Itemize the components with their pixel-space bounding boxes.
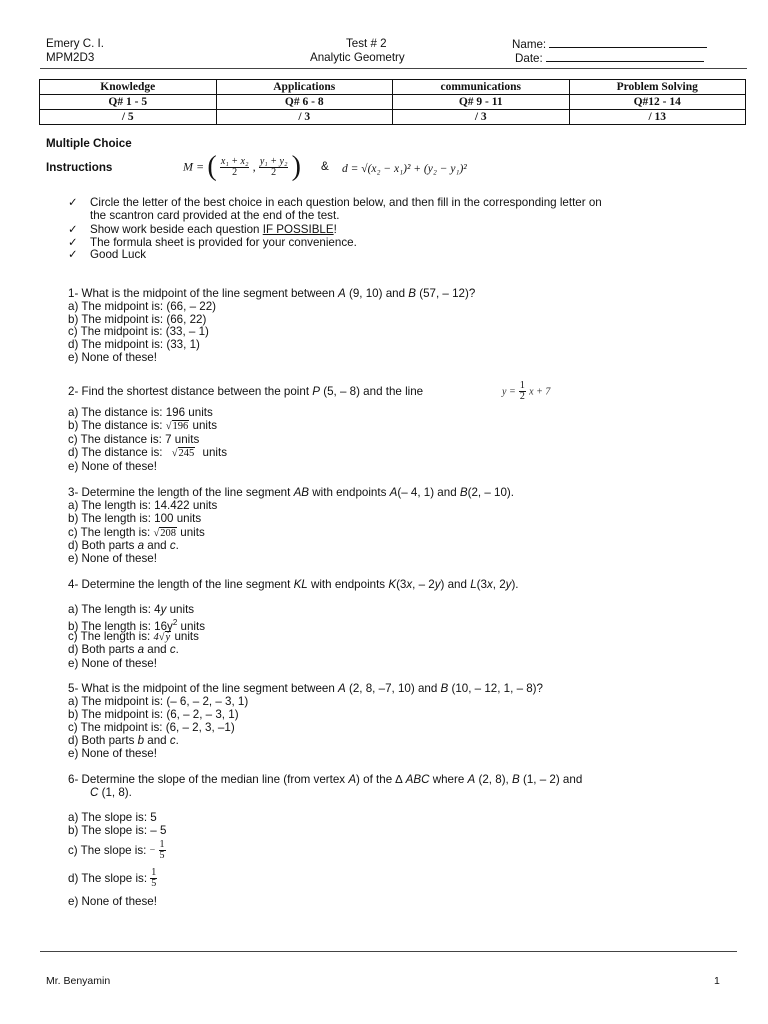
check-icon: ✓: [68, 196, 78, 209]
instructions-label: Instructions: [46, 161, 113, 174]
midpoint-formula: M = ( $\frac{\text{x₁ + x₂}}{2}$ , $\frac{\text{y₁ + y₂}}{2}$ ): [183, 151, 301, 182]
name-field[interactable]: [512, 37, 707, 51]
check-icon: ✓: [68, 223, 78, 236]
q5-option-b[interactable]: b) The midpoint is: (6, – 2, – 3, 1): [68, 708, 239, 721]
q2-option-c[interactable]: c) The distance is: 7 units: [68, 433, 200, 446]
instruction-item: ✓ The formula sheet is provided for your convenience.: [68, 236, 357, 249]
section-title: Multiple Choice: [46, 137, 132, 150]
marks-table: [39, 79, 746, 125]
marks-cell: Knowledge: [40, 80, 217, 95]
q6-option-c[interactable]: c) The slope is: − $\frac{1}{5}$: [68, 839, 165, 861]
q2-option-d[interactable]: d) The distance is: √245 units: [68, 446, 228, 459]
marks-row-categories: [40, 80, 746, 95]
question-2-prompt: 2- Find the shortest distance between the point P (5, – 8) and the line: [68, 385, 424, 398]
q3-option-b[interactable]: b) The length is: 100 units: [68, 512, 202, 525]
q3-option-c[interactable]: c) The length is: √208 units: [68, 526, 205, 539]
teacher-name: Emery C. I.: [46, 37, 104, 50]
header-divider: [40, 68, 747, 69]
marks-row-totals: [40, 110, 746, 125]
date-blank[interactable]: [546, 51, 704, 62]
q2-option-a[interactable]: a) The distance is: 196 units: [68, 406, 213, 419]
check-icon: ✓: [68, 236, 78, 249]
q3-option-a[interactable]: a) The length is: 14.422 units: [68, 499, 218, 512]
radical-icon: √196: [165, 421, 189, 432]
q1-option-e[interactable]: e) None of these!: [68, 351, 157, 364]
marks-cell: / 3: [216, 110, 393, 125]
marks-row-questions: [40, 95, 746, 110]
q6-option-d[interactable]: d) The slope is: $\frac{1}{5}$: [68, 867, 157, 889]
q4-option-a[interactable]: a) The length is: 4y units: [68, 603, 195, 616]
radical-icon: √245: [171, 448, 195, 459]
page-number: 1: [714, 975, 720, 987]
radical-icon: 4√y: [153, 632, 171, 643]
footer-divider: [40, 951, 737, 952]
marks-cell: Q# 9 - 11: [393, 95, 570, 110]
marks-cell: / 13: [569, 110, 746, 125]
test-number: Test # 2: [346, 37, 387, 50]
marks-cell: communications: [393, 80, 570, 95]
date-label: Date:: [515, 52, 543, 65]
q5-option-c[interactable]: c) The midpoint is: (6, – 2, 3, –1): [68, 721, 235, 734]
fraction: $\frac{1}{5}$: [159, 839, 165, 861]
q3-option-d[interactable]: d) Both parts a and c.: [68, 539, 179, 552]
q5-option-d[interactable]: d) Both parts b and c.: [68, 734, 179, 747]
question-3-prompt: 3- Determine the length of the line segment AB with endpoints A(– 4, 1) and B(2, – 10).: [68, 486, 514, 499]
q4-option-d[interactable]: d) Both parts a and c.: [68, 643, 179, 656]
radical-icon: √208: [153, 528, 177, 539]
formula-ampersand: &: [321, 160, 329, 173]
instruction-item-continued: the scantron card provided at the end of the test.: [90, 209, 340, 222]
q1-option-c[interactable]: c) The midpoint is: (33, – 1): [68, 325, 209, 338]
instruction-item: ✓ Circle the letter of the best choice in each question below, and then fill in the corresponding letter on: [68, 196, 602, 209]
marks-cell: Applications: [216, 80, 393, 95]
marks-cell: Q# 6 - 8: [216, 95, 393, 110]
instruction-item: ✓ Show work beside each question IF POSSIBLE!: [68, 223, 337, 236]
question-6-prompt: 6- Determine the slope of the median line (from vertex A) of the ∆ ABC where A (2, 8), B (1, – 2) and: [68, 773, 583, 786]
fraction: $\frac{1}{5}$: [151, 867, 157, 889]
q2-option-b[interactable]: b) The distance is: √196 units: [68, 419, 218, 432]
question-6-prompt-continued: C (1, 8).: [90, 786, 132, 799]
q1-option-b[interactable]: b) The midpoint is: (66, 22): [68, 313, 207, 326]
q3-option-e[interactable]: e) None of these!: [68, 552, 157, 565]
q1-option-a[interactable]: a) The midpoint is: (66, – 22): [68, 300, 217, 313]
q2-option-e[interactable]: e) None of these!: [68, 460, 157, 473]
q1-option-d[interactable]: d) The midpoint is: (33, 1): [68, 338, 200, 351]
q5-option-a[interactable]: a) The midpoint is: (– 6, – 2, – 3, 1): [68, 695, 249, 708]
question-1-prompt: 1- What is the midpoint of the line segment between A (9, 10) and B (57, – 12)?: [68, 287, 476, 300]
marks-cell: / 5: [40, 110, 217, 125]
subject-title: Analytic Geometry: [310, 51, 405, 64]
q4-option-e[interactable]: e) None of these!: [68, 657, 157, 670]
q5-option-e[interactable]: e) None of these!: [68, 747, 157, 760]
marks-cell: Q#12 - 14: [569, 95, 746, 110]
date-field[interactable]: [515, 51, 704, 65]
marks-cell: / 3: [393, 110, 570, 125]
marks-cell: Problem Solving: [569, 80, 746, 95]
q4-option-c[interactable]: c) The length is: 4√y units: [68, 630, 199, 643]
footer-author: Mr. Benyamin: [46, 975, 111, 987]
q4-option-b[interactable]: b) The length is: $16y^2$ units: [68, 618, 206, 633]
name-label: Name:: [512, 38, 547, 51]
marks-cell: Q# 1 - 5: [40, 95, 217, 110]
q6-option-a[interactable]: a) The slope is: 5: [68, 811, 157, 824]
q6-option-b[interactable]: b) The slope is: – 5: [68, 824, 167, 837]
distance-formula: d = √(x₂ − x₁)² + (y₂ − y₁)²: [342, 163, 467, 175]
question-4-prompt: 4- Determine the length of the line segment KL with endpoints K(3x, – 2y) and L(3x, 2y).: [68, 578, 519, 591]
midpoint-y-fraction: $\frac{\text{y₁ + y₂}}{2}$: [259, 155, 288, 178]
course-code: MPM2D3: [46, 51, 95, 64]
q6-option-e[interactable]: e) None of these!: [68, 895, 157, 908]
midpoint-x-fraction: $\frac{\text{x₁ + x₂}}{2}$: [220, 155, 249, 178]
name-blank[interactable]: [549, 37, 707, 48]
instruction-item: ✓ Good Luck: [68, 248, 147, 261]
check-icon: ✓: [68, 248, 78, 261]
question-5-prompt: 5- What is the midpoint of the line segment between A (2, 8, –7, 10) and B (10, – 12, 1, – 8)?: [68, 682, 543, 695]
q2-line-equation: y = $\frac{1}{2}$ x + 7: [502, 380, 551, 402]
